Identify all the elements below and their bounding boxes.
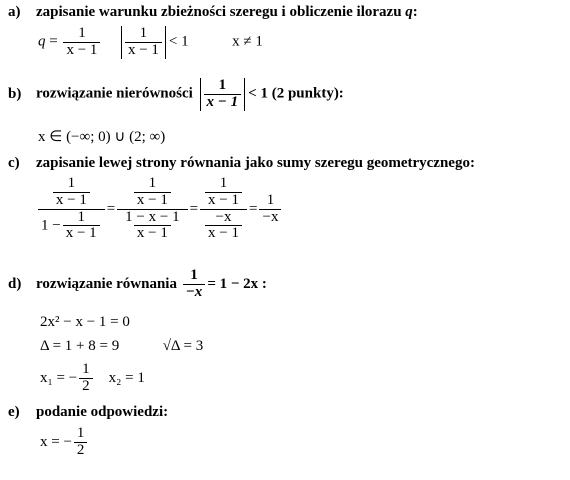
- q-var: q: [38, 33, 46, 50]
- heading-text: rozwiązanie równania: [36, 275, 177, 292]
- fraction: [259, 193, 281, 226]
- numerator: 1: [77, 208, 85, 225]
- section-c-formula: [36, 176, 283, 242]
- denominator: x − 1: [134, 225, 171, 242]
- fraction: [205, 210, 242, 243]
- numerator: 1: [190, 267, 198, 283]
- section-label: c): [8, 155, 20, 171]
- numerator: 1: [76, 425, 85, 441]
- heading-text: podanie odpowiedzi:: [36, 404, 169, 420]
- denominator: [117, 209, 187, 243]
- equals: =: [49, 33, 58, 50]
- section-b-solution: [38, 127, 165, 146]
- fraction: [79, 362, 93, 395]
- fraction: [205, 176, 242, 209]
- denominator: x − 1: [205, 225, 242, 242]
- numerator: 1: [219, 175, 228, 191]
- heading-colon: :: [412, 4, 418, 20]
- numerator: 1: [82, 361, 90, 377]
- denominator: x − 1: [204, 94, 242, 111]
- section-c-heading: [8, 155, 475, 172]
- compound-fraction: [200, 176, 247, 242]
- section-d-line3: [40, 362, 145, 395]
- section-b-heading: [8, 78, 344, 111]
- denominator: x − 1: [53, 192, 90, 209]
- denominator: [38, 209, 105, 243]
- solution: x ∈ (−∞; 0) ∪ (2; ∞): [38, 129, 166, 145]
- denominator: x − 1: [63, 42, 100, 59]
- section-label: d): [8, 275, 22, 292]
- fraction: [63, 26, 100, 59]
- equals: =: [249, 200, 258, 217]
- denominator: x − 1: [125, 42, 162, 59]
- denominator: [200, 209, 247, 243]
- section-e-answer: [40, 426, 89, 459]
- sqrt-delta: √Δ = 3: [162, 338, 204, 354]
- compound-fraction: [38, 176, 105, 242]
- compound-fraction: [117, 176, 187, 242]
- inequality: < 1: [168, 33, 189, 50]
- quadratic-equation: 2x² − x − 1 = 0: [40, 314, 130, 330]
- numerator: [129, 176, 176, 209]
- section-e-heading: [8, 404, 168, 421]
- condition: x ≠ 1: [232, 33, 263, 50]
- points-note: (2 punkty):: [271, 85, 344, 102]
- heading-text: zapisanie warunku zbieżności szeregu i obliczenie ilorazu: [36, 4, 402, 20]
- denominator: x − 1: [205, 192, 242, 209]
- section-d-line2: [40, 338, 203, 355]
- numerator: 1: [78, 25, 86, 41]
- section-a-formula: [38, 26, 263, 59]
- section-label: e): [8, 404, 20, 420]
- fraction: [74, 426, 88, 459]
- numerator: 1: [139, 25, 148, 41]
- x2: x₂ = 1: [108, 369, 145, 386]
- x1-lhs: x₁ = −: [40, 369, 78, 386]
- absolute-value: [121, 26, 166, 59]
- denominator: 2: [74, 442, 88, 459]
- fraction: [204, 78, 242, 111]
- numerator: 1: [148, 175, 157, 191]
- denominator: −x: [183, 284, 206, 301]
- fraction: [53, 176, 90, 209]
- denominator: 2: [79, 378, 93, 395]
- numerator: 1: [266, 191, 275, 208]
- heading-text: zapisanie lewej strony równania jako sumy szeregu geometrycznego:: [36, 155, 475, 171]
- numerator: −x: [215, 208, 232, 225]
- section-a-heading: [8, 4, 418, 21]
- section-label: b): [8, 85, 22, 102]
- numerator: 1: [218, 77, 227, 93]
- fraction: [63, 210, 100, 243]
- heading-text: rozwiązanie nierówności: [36, 85, 193, 102]
- absolute-value: [200, 78, 246, 111]
- fraction: [125, 26, 162, 59]
- denominator: −x: [259, 209, 281, 226]
- numerator: [48, 176, 95, 209]
- numerator: [200, 176, 247, 209]
- inequality: < 1: [248, 85, 268, 102]
- equals: =: [106, 200, 116, 217]
- numerator: 1 − x − 1: [125, 208, 180, 225]
- section-d-line1: [40, 314, 130, 331]
- one-minus: 1 −: [41, 217, 61, 234]
- fraction: [183, 268, 206, 301]
- right-hand-side: = 1 − 2x :: [207, 275, 267, 292]
- delta: Δ = 1 + 8 = 9: [40, 338, 120, 354]
- heading-var: q: [405, 4, 413, 20]
- fraction: [122, 210, 182, 243]
- denominator: x − 1: [134, 192, 171, 209]
- denominator: x − 1: [63, 225, 100, 242]
- fraction: [134, 176, 171, 209]
- numerator: 1: [67, 175, 76, 191]
- section-label: a): [8, 4, 21, 20]
- section-d-heading: [8, 268, 267, 301]
- equals: =: [189, 200, 199, 217]
- x-lhs: x = −: [40, 433, 72, 450]
